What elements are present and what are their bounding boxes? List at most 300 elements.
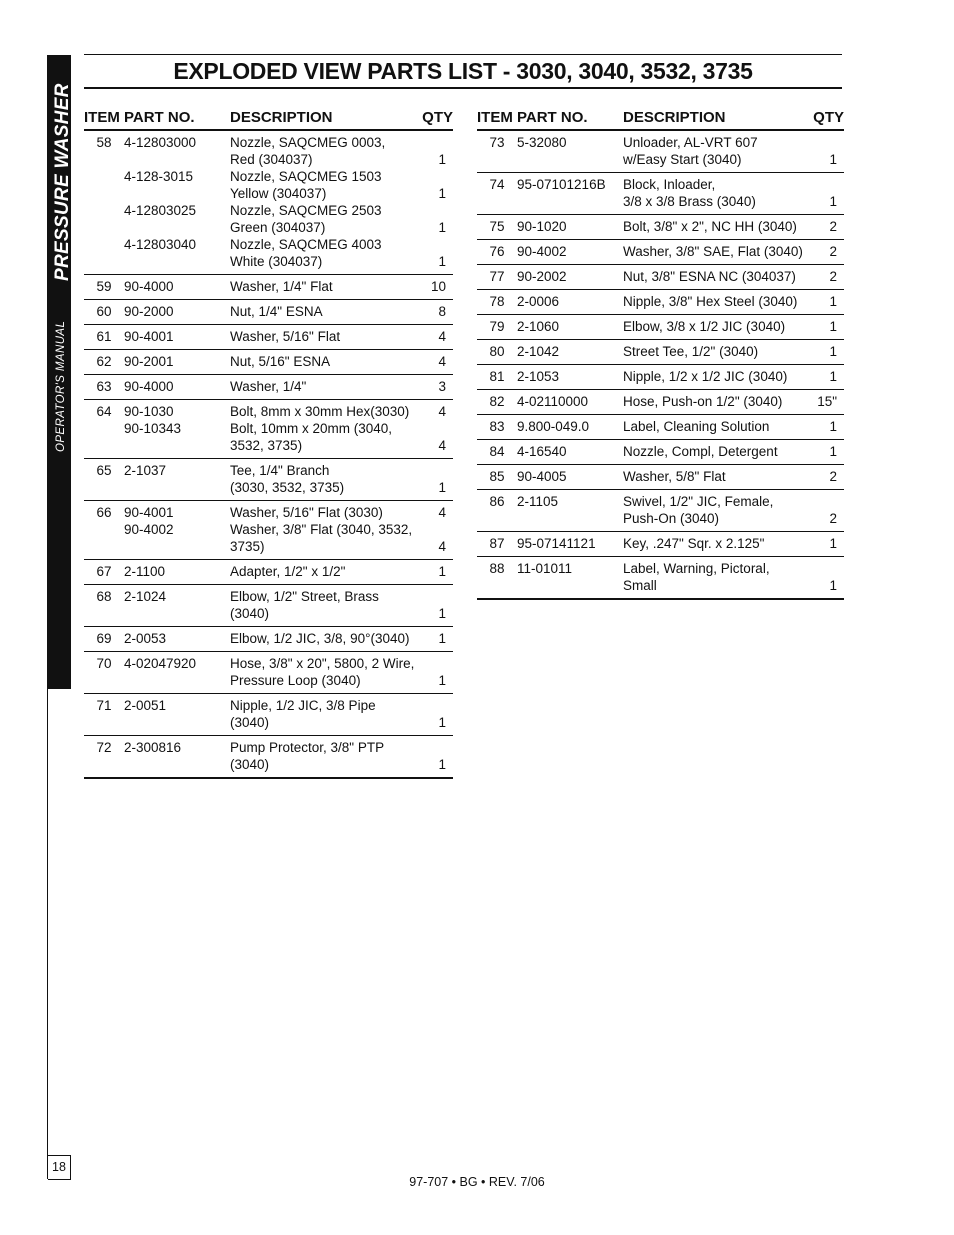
- parts-table-right: [477, 107, 844, 600]
- table-row: [84, 325, 453, 350]
- top-rule: [84, 54, 842, 55]
- qty-line: 1: [438, 254, 446, 269]
- sidebar-rule: [47, 689, 48, 1179]
- description-cell: [230, 130, 415, 275]
- table-row: [477, 465, 844, 490]
- table-row: [84, 652, 453, 694]
- item-cell: 79: [477, 315, 517, 340]
- qty-cell: [415, 400, 453, 459]
- part-number-line: 11-01011: [517, 561, 573, 576]
- description-cell: [230, 652, 415, 694]
- part-number-cell: [517, 173, 623, 215]
- part-number-line: 4-128-3015: [124, 169, 194, 184]
- qty-line: 1: [438, 631, 446, 646]
- page-title: EXPLODED VIEW PARTS LIST - 3030, 3040, 3532, 3735: [173, 58, 753, 84]
- item-cell: 78: [477, 290, 517, 315]
- qty-line: 2: [829, 269, 837, 284]
- qty-line: 10: [430, 279, 446, 294]
- table-row: [477, 532, 844, 557]
- part-number-line: [517, 577, 623, 594]
- part-number-line: [124, 672, 230, 689]
- part-number-line: 4-12803000: [124, 135, 197, 150]
- description-cell: [623, 173, 810, 215]
- item-cell: 58: [84, 130, 124, 275]
- description-cell: [623, 415, 810, 440]
- qty-line: 1: [829, 369, 837, 384]
- description-cell: [623, 340, 810, 365]
- qty-cell: [415, 300, 453, 325]
- description-cell: [230, 585, 415, 627]
- part-number-line: 95-07101216B: [517, 177, 606, 192]
- part-number-cell: [517, 290, 623, 315]
- title-rule: [84, 87, 842, 89]
- part-number-line: 90-2001: [124, 354, 174, 369]
- table-row: [84, 300, 453, 325]
- table-row: [477, 490, 844, 532]
- qty-line: 1: [829, 444, 837, 459]
- table-header: [477, 107, 844, 130]
- description-line: 3/8 x 3/8 Brass (3040): [623, 194, 756, 209]
- description-line: White (304037): [230, 254, 323, 269]
- qty-cell: [810, 215, 844, 240]
- qty-cell: [810, 465, 844, 490]
- item-cell: 71: [84, 694, 124, 736]
- qty-line: [810, 560, 837, 577]
- qty-line: 1: [438, 757, 446, 772]
- qty-cell: [810, 265, 844, 290]
- item-cell: 75: [477, 215, 517, 240]
- table-row: [477, 130, 844, 173]
- description-line: Washer, 1/4" Flat: [230, 279, 333, 294]
- item-cell: 86: [477, 490, 517, 532]
- part-number-cell: [124, 400, 230, 459]
- part-number-line: 4-12803025: [124, 203, 197, 218]
- table-row: [84, 736, 453, 779]
- qty-cell: [415, 652, 453, 694]
- qty-cell: [415, 560, 453, 585]
- qty-cell: [810, 365, 844, 390]
- part-number-line: 2-1024: [124, 589, 167, 604]
- part-number-line: [124, 714, 230, 731]
- qty-line: [415, 236, 446, 253]
- part-number-line: [124, 479, 230, 496]
- description-line: 3735): [230, 539, 265, 554]
- item-cell: 72: [84, 736, 124, 779]
- table-row: [84, 501, 453, 560]
- part-number-line: 4-12803040: [124, 237, 197, 252]
- description-line: Elbow, 3/8 x 1/2 JIC (3040): [623, 319, 786, 334]
- qty-line: [810, 134, 837, 151]
- item-cell: 66: [84, 501, 124, 560]
- description-cell: [230, 694, 415, 736]
- qty-cell: [810, 557, 844, 600]
- qty-line: [415, 521, 446, 538]
- description-line: Washer, 5/16" Flat (3030): [230, 505, 383, 520]
- part-number-line: [124, 151, 230, 168]
- part-number-line: 90-2000: [124, 304, 174, 319]
- part-number-cell: [124, 652, 230, 694]
- item-cell: 87: [477, 532, 517, 557]
- qty-line: 1: [829, 344, 837, 359]
- part-number-cell: [517, 490, 623, 532]
- description-line: (3040): [230, 606, 270, 621]
- description-cell: [230, 459, 415, 501]
- item-cell: 88: [477, 557, 517, 600]
- header-part-no: PART NO.: [124, 107, 230, 130]
- description-line: Nozzle, Compl, Detergent: [623, 444, 778, 459]
- part-number-line: 2-300816: [124, 740, 182, 755]
- qty-line: 4: [438, 404, 446, 419]
- description-line: (3040): [230, 715, 270, 730]
- table-row: [84, 627, 453, 652]
- qty-cell: [415, 350, 453, 375]
- description-line: Push-On (3040): [623, 511, 720, 526]
- description-line: Label, Cleaning Solution: [623, 419, 770, 434]
- qty-line: 1: [829, 419, 837, 434]
- qty-line: [415, 697, 446, 714]
- item-cell: 76: [477, 240, 517, 265]
- item-cell: 74: [477, 173, 517, 215]
- part-number-cell: [517, 315, 623, 340]
- part-number-line: 90-4002: [124, 522, 174, 537]
- description-line: Elbow, 1/2" Street, Brass: [230, 589, 379, 604]
- item-cell: 77: [477, 265, 517, 290]
- part-number-cell: [517, 130, 623, 173]
- qty-cell: [415, 375, 453, 400]
- qty-cell: [415, 130, 453, 275]
- part-number-cell: [517, 390, 623, 415]
- qty-cell: [415, 275, 453, 300]
- description-line: Nipple, 1/2 x 1/2 JIC (3040): [623, 369, 788, 384]
- qty-line: 2: [829, 219, 837, 234]
- part-number-cell: [124, 736, 230, 779]
- item-cell: 84: [477, 440, 517, 465]
- qty-line: 2: [829, 244, 837, 259]
- qty-cell: [810, 340, 844, 365]
- item-cell: 81: [477, 365, 517, 390]
- part-number-line: 5-32080: [517, 135, 567, 150]
- part-number-cell: [124, 585, 230, 627]
- description-cell: [230, 400, 415, 459]
- description-cell: [230, 501, 415, 560]
- description-cell: [623, 315, 810, 340]
- footer-revision: 97-707 • BG • REV. 7/06: [409, 1175, 545, 1189]
- part-number-line: [124, 253, 230, 270]
- sidebar-title: PRESSURE WASHER: [52, 83, 73, 281]
- part-number-line: [124, 756, 230, 773]
- description-line: Nut, 1/4" ESNA: [230, 304, 323, 319]
- qty-line: [415, 420, 446, 437]
- part-number-line: [124, 219, 230, 236]
- description-cell: [623, 390, 810, 415]
- part-number-line: 90-1020: [517, 219, 567, 234]
- qty-line: [415, 168, 446, 185]
- qty-line: [810, 493, 837, 510]
- parts-table-left: [84, 107, 453, 779]
- qty-line: 1: [829, 536, 837, 551]
- description-line: Washer, 5/16" Flat: [230, 329, 341, 344]
- item-cell: 67: [84, 560, 124, 585]
- description-line: Nozzle, SAQCMEG 2503: [230, 203, 382, 218]
- description-cell: [230, 350, 415, 375]
- description-line: Yellow (304037): [230, 186, 327, 201]
- header-part-no: PART NO.: [517, 107, 623, 130]
- table-row: [477, 265, 844, 290]
- item-cell: 59: [84, 275, 124, 300]
- qty-line: 2: [829, 511, 837, 526]
- description-line: Nozzle, SAQCMEG 1503: [230, 169, 382, 184]
- item-cell: 61: [84, 325, 124, 350]
- table-row: [477, 240, 844, 265]
- description-line: Washer, 5/8" Flat: [623, 469, 726, 484]
- description-line: Nipple, 3/8" Hex Steel (3040): [623, 294, 798, 309]
- part-number-line: 95-07141121: [517, 536, 596, 551]
- part-number-cell: [124, 375, 230, 400]
- description-cell: [623, 557, 810, 600]
- part-number-cell: [517, 240, 623, 265]
- description-line: (3040): [230, 757, 270, 772]
- table-row: [477, 290, 844, 315]
- header-item: ITEM: [477, 107, 517, 130]
- qty-cell: [810, 290, 844, 315]
- description-line: Pressure Loop (3040): [230, 673, 361, 688]
- description-cell: [623, 532, 810, 557]
- description-line: Block, Inloader,: [623, 177, 716, 192]
- qty-cell: [810, 390, 844, 415]
- description-cell: [623, 240, 810, 265]
- part-number-line: 9.800-049.0: [517, 419, 590, 434]
- part-number-cell: [517, 532, 623, 557]
- description-cell: [623, 215, 810, 240]
- part-number-line: 4-16540: [517, 444, 567, 459]
- description-cell: [623, 365, 810, 390]
- description-line: Street Tee, 1/2" (3040): [623, 344, 759, 359]
- item-cell: 82: [477, 390, 517, 415]
- description-line: Swivel, 1/2" JIC, Female,: [623, 494, 774, 509]
- table-row: [477, 557, 844, 600]
- qty-cell: [810, 240, 844, 265]
- item-cell: 69: [84, 627, 124, 652]
- qty-line: 4: [438, 354, 446, 369]
- part-number-line: [517, 151, 623, 168]
- part-number-line: 2-1105: [517, 494, 559, 509]
- table-row: [84, 275, 453, 300]
- qty-line: 1: [438, 480, 446, 495]
- qty-cell: [415, 459, 453, 501]
- item-cell: 63: [84, 375, 124, 400]
- part-number-line: [517, 193, 623, 210]
- part-number-cell: [124, 325, 230, 350]
- qty-cell: [810, 440, 844, 465]
- item-cell: 65: [84, 459, 124, 501]
- qty-cell: [415, 501, 453, 560]
- description-cell: [230, 560, 415, 585]
- description-cell: [230, 375, 415, 400]
- table-row: [477, 390, 844, 415]
- description-line: Washer, 1/4": [230, 379, 307, 394]
- header-item: ITEM: [84, 107, 124, 130]
- part-number-line: [124, 538, 230, 555]
- part-number-line: 90-2002: [517, 269, 567, 284]
- table-row: [477, 340, 844, 365]
- description-line: Key, .247" Sqr. x 2.125": [623, 536, 765, 551]
- part-number-line: 2-0053: [124, 631, 167, 646]
- description-cell: [623, 290, 810, 315]
- header-description: DESCRIPTION: [623, 107, 810, 130]
- description-line: Unloader, AL-VRT 607: [623, 135, 758, 150]
- part-number-cell: [517, 465, 623, 490]
- description-cell: [623, 130, 810, 173]
- part-number-line: 90-1030: [124, 404, 174, 419]
- table-row: [84, 560, 453, 585]
- description-line: Adapter, 1/2" x 1/2": [230, 564, 346, 579]
- qty-line: 15": [817, 394, 837, 409]
- qty-cell: [810, 415, 844, 440]
- qty-line: [810, 176, 837, 193]
- part-number-cell: [517, 215, 623, 240]
- part-number-cell: [517, 265, 623, 290]
- part-number-line: 2-0006: [517, 294, 560, 309]
- qty-line: 1: [438, 220, 446, 235]
- description-line: Hose, Push-on 1/2" (3040): [623, 394, 783, 409]
- table-row: [477, 173, 844, 215]
- qty-cell: [810, 532, 844, 557]
- description-line: Elbow, 1/2 JIC, 3/8, 90°(3040): [230, 631, 410, 646]
- header-qty: QTY: [810, 107, 844, 130]
- qty-cell: [415, 694, 453, 736]
- qty-line: 4: [438, 438, 446, 453]
- page-number: 18: [48, 1155, 71, 1180]
- part-number-cell: [124, 694, 230, 736]
- qty-line: 8: [438, 304, 446, 319]
- sidebar-subtitle: OPERATOR'S MANUAL: [55, 320, 67, 452]
- table-row: [84, 130, 453, 275]
- part-number-line: 90-4000: [124, 279, 174, 294]
- part-number-line: 4-02110000: [517, 394, 589, 409]
- table-row: [477, 315, 844, 340]
- part-number-line: [124, 437, 230, 454]
- part-number-line: 2-1053: [517, 369, 560, 384]
- table-row: [84, 400, 453, 459]
- qty-line: 1: [438, 564, 446, 579]
- qty-line: 4: [438, 539, 446, 554]
- qty-line: 1: [829, 194, 837, 209]
- description-line: Red (304037): [230, 152, 313, 167]
- part-number-cell: [124, 560, 230, 585]
- qty-line: [415, 462, 446, 479]
- part-number-line: 2-1060: [517, 319, 560, 334]
- part-number-cell: [124, 275, 230, 300]
- part-number-cell: [517, 557, 623, 600]
- qty-cell: [415, 736, 453, 779]
- qty-line: 1: [829, 294, 837, 309]
- table-row: [477, 215, 844, 240]
- description-line: (3030, 3532, 3735): [230, 480, 345, 495]
- part-number-cell: [124, 350, 230, 375]
- description-cell: [230, 325, 415, 350]
- qty-line: [415, 739, 446, 756]
- qty-line: 1: [438, 186, 446, 201]
- qty-cell: [810, 130, 844, 173]
- part-number-cell: [124, 300, 230, 325]
- part-number-cell: [517, 365, 623, 390]
- description-line: Label, Warning, Pictoral,: [623, 561, 770, 576]
- item-cell: 62: [84, 350, 124, 375]
- item-cell: 85: [477, 465, 517, 490]
- qty-cell: [415, 325, 453, 350]
- qty-line: 1: [438, 673, 446, 688]
- description-line: Small: [623, 578, 657, 593]
- header-description: DESCRIPTION: [230, 107, 415, 130]
- qty-line: [415, 202, 446, 219]
- table-row: [477, 415, 844, 440]
- table-row: [84, 585, 453, 627]
- description-line: w/Easy Start (3040): [623, 152, 742, 167]
- part-number-cell: [124, 459, 230, 501]
- table-row: [84, 694, 453, 736]
- qty-cell: [810, 490, 844, 532]
- part-number-cell: [517, 440, 623, 465]
- qty-line: 1: [829, 578, 837, 593]
- description-cell: [623, 465, 810, 490]
- description-line: Nut, 5/16" ESNA: [230, 354, 331, 369]
- description-cell: [623, 490, 810, 532]
- item-cell: 80: [477, 340, 517, 365]
- part-number-cell: [124, 501, 230, 560]
- qty-line: 1: [438, 715, 446, 730]
- item-cell: 70: [84, 652, 124, 694]
- table-header: [84, 107, 453, 130]
- description-line: Pump Protector, 3/8" PTP: [230, 740, 385, 755]
- part-number-line: 90-4005: [517, 469, 567, 484]
- part-number-line: 2-1100: [124, 564, 166, 579]
- header-qty: QTY: [415, 107, 453, 130]
- part-number-line: 90-10343: [124, 421, 182, 436]
- description-line: Bolt, 10mm x 20mm (3040,: [230, 421, 393, 436]
- part-number-line: 90-4001: [124, 329, 174, 344]
- qty-line: [415, 588, 446, 605]
- qty-cell: [415, 627, 453, 652]
- item-cell: 83: [477, 415, 517, 440]
- qty-line: [415, 655, 446, 672]
- part-number-line: [124, 185, 230, 202]
- qty-line: 4: [438, 505, 446, 520]
- description-line: Nozzle, SAQCMEG 4003: [230, 237, 382, 252]
- part-number-line: 2-1037: [124, 463, 167, 478]
- table-row: [477, 440, 844, 465]
- part-number-cell: [517, 415, 623, 440]
- description-line: Nozzle, SAQCMEG 0003,: [230, 135, 386, 150]
- item-cell: 64: [84, 400, 124, 459]
- qty-line: 1: [438, 152, 446, 167]
- description-line: Tee, 1/4" Branch: [230, 463, 330, 478]
- description-line: Hose, 3/8" x 20", 5800, 2 Wire,: [230, 656, 415, 671]
- qty-line: 3: [438, 379, 446, 394]
- qty-line: [415, 134, 446, 151]
- description-line: Washer, 3/8" Flat (3040, 3532,: [230, 522, 413, 537]
- part-number-cell: [124, 627, 230, 652]
- item-cell: 68: [84, 585, 124, 627]
- part-number-line: 2-0051: [124, 698, 167, 713]
- description-line: Bolt, 8mm x 30mm Hex(3030): [230, 404, 410, 419]
- part-number-line: 90-4001: [124, 505, 174, 520]
- description-line: Washer, 3/8" SAE, Flat (3040): [623, 244, 803, 259]
- part-number-line: 90-4002: [517, 244, 567, 259]
- part-number-line: [124, 605, 230, 622]
- description-line: 3532, 3735): [230, 438, 303, 453]
- item-cell: 73: [477, 130, 517, 173]
- part-number-line: 4-02047920: [124, 656, 197, 671]
